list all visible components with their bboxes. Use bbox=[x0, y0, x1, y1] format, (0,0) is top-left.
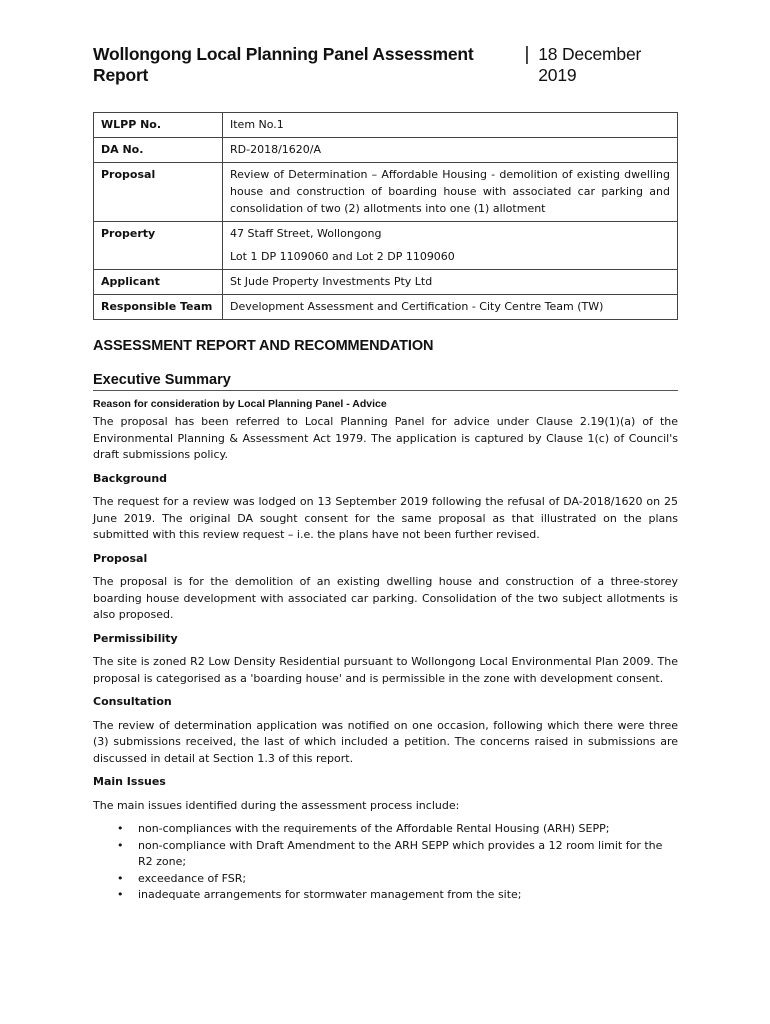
row-label: Applicant bbox=[94, 270, 223, 295]
row-value bbox=[223, 222, 678, 270]
row-label: Proposal bbox=[94, 163, 223, 222]
row-value bbox=[223, 295, 678, 320]
list-item: • inadequate arrangements for stormwater management from the site; bbox=[138, 887, 678, 904]
reason-subheading: Reason for consideration by Local Planning Panel - Advice bbox=[93, 398, 387, 410]
bullet-icon: • bbox=[117, 822, 124, 835]
row-label: WLPP No. bbox=[94, 113, 223, 138]
row-value-line: St Jude Property Investments Pty Ltd bbox=[230, 275, 433, 288]
row-value-line: Item No.1 bbox=[230, 118, 284, 131]
row-label: Responsible Team bbox=[94, 295, 223, 320]
report-header bbox=[93, 44, 678, 86]
row-value bbox=[223, 138, 678, 163]
report-heading: ASSESSMENT REPORT AND RECOMMENDATION bbox=[93, 338, 434, 354]
section-text-permissibility: The site is zoned R2 Low Density Residential pursuant to Wollongong Local Environmental Plan 2009. The proposal is categorised as a 'boarding house' and is permissible in the zone with development consent. bbox=[93, 655, 678, 685]
table-row bbox=[94, 113, 678, 138]
row-label: Property bbox=[94, 222, 223, 270]
info-table bbox=[93, 112, 678, 320]
row-value bbox=[223, 113, 678, 138]
main-issues-list bbox=[93, 821, 678, 904]
table-row bbox=[94, 295, 678, 320]
section-heading-consultation: Consultation bbox=[93, 695, 172, 708]
row-value-line: RD-2018/1620/A bbox=[230, 143, 322, 156]
section-text-consultation: The review of determination application was notified on one occasion, following which there were three (3) submissions received, the last of which included a petition. The concerns raised in submissions are discussed in detail at Section 1.3 of this report. bbox=[93, 718, 678, 765]
report-title: Wollongong Local Planning Panel Assessment Report bbox=[93, 44, 474, 85]
table-row bbox=[94, 163, 678, 222]
row-value-line: Lot 1 DP 1109060 and Lot 2 DP 1109060 bbox=[230, 250, 455, 263]
table-row bbox=[94, 138, 678, 163]
main-issues-intro: The main issues identified during the assessment process include: bbox=[93, 798, 460, 812]
bullet-icon: • bbox=[117, 838, 124, 852]
row-value bbox=[223, 163, 678, 222]
section-heading-proposal: Proposal bbox=[93, 551, 148, 565]
row-value-line: Development Assessment and Certification - City Centre Team (TW) bbox=[230, 300, 604, 313]
document-page bbox=[93, 44, 678, 904]
list-item: • non-compliance with Draft Amendment to the ARH SEPP which provides a 12 room limit for the R2 zone; bbox=[117, 838, 663, 868]
section-heading-permissibility: Permissibility bbox=[93, 631, 178, 645]
table-row bbox=[94, 222, 678, 270]
bullet-icon: • bbox=[117, 888, 124, 901]
table-row bbox=[94, 270, 678, 295]
row-value bbox=[223, 270, 678, 295]
row-label: DA No. bbox=[94, 138, 223, 163]
report-date: 18 December 2019 bbox=[538, 44, 642, 85]
intro-paragraph: The proposal has been referred to Local Planning Panel for advice under Clause 2.19(1)(a) of the Environmental Planning & Assessment Act 1979. The application is captured by Clause 1(c) of Council's draft submissions policy. bbox=[93, 415, 678, 461]
header-separator: | bbox=[524, 44, 530, 65]
section-heading-background: Background bbox=[93, 471, 168, 485]
section-text-background: The request for a review was lodged on 13 September 2019 following the refusal of DA-2018/1620 on 25 June 2019. The original DA sought consent for the same proposal as that illustrated on the plans submitted with this review request – i.e. the plans have not been further revised. bbox=[93, 495, 678, 541]
row-value-line: Review of Determination – Affordable Housing - demolition of existing dwelling house and construction of boarding house with associated car parking and consolidation of two (2) allotments into one (1) allotment bbox=[230, 168, 670, 215]
executive-summary-heading: Executive Summary bbox=[93, 372, 678, 391]
list-item: • non-compliances with the requirements of the Affordable Rental Housing (ARH) SEPP; bbox=[138, 821, 678, 838]
section-text-proposal: The proposal is for the demolition of an existing dwelling house and construction of a three-storey boarding house development with associated car parking. Consolidation of the two subject allotments is also proposed. bbox=[93, 575, 678, 621]
summary-body bbox=[93, 414, 678, 904]
row-value-line: 47 Staff Street, Wollongong bbox=[230, 227, 382, 240]
bullet-icon: • bbox=[117, 871, 124, 885]
list-item: • exceedance of FSR; bbox=[138, 871, 678, 888]
section-heading-main-issues: Main Issues bbox=[93, 775, 166, 788]
